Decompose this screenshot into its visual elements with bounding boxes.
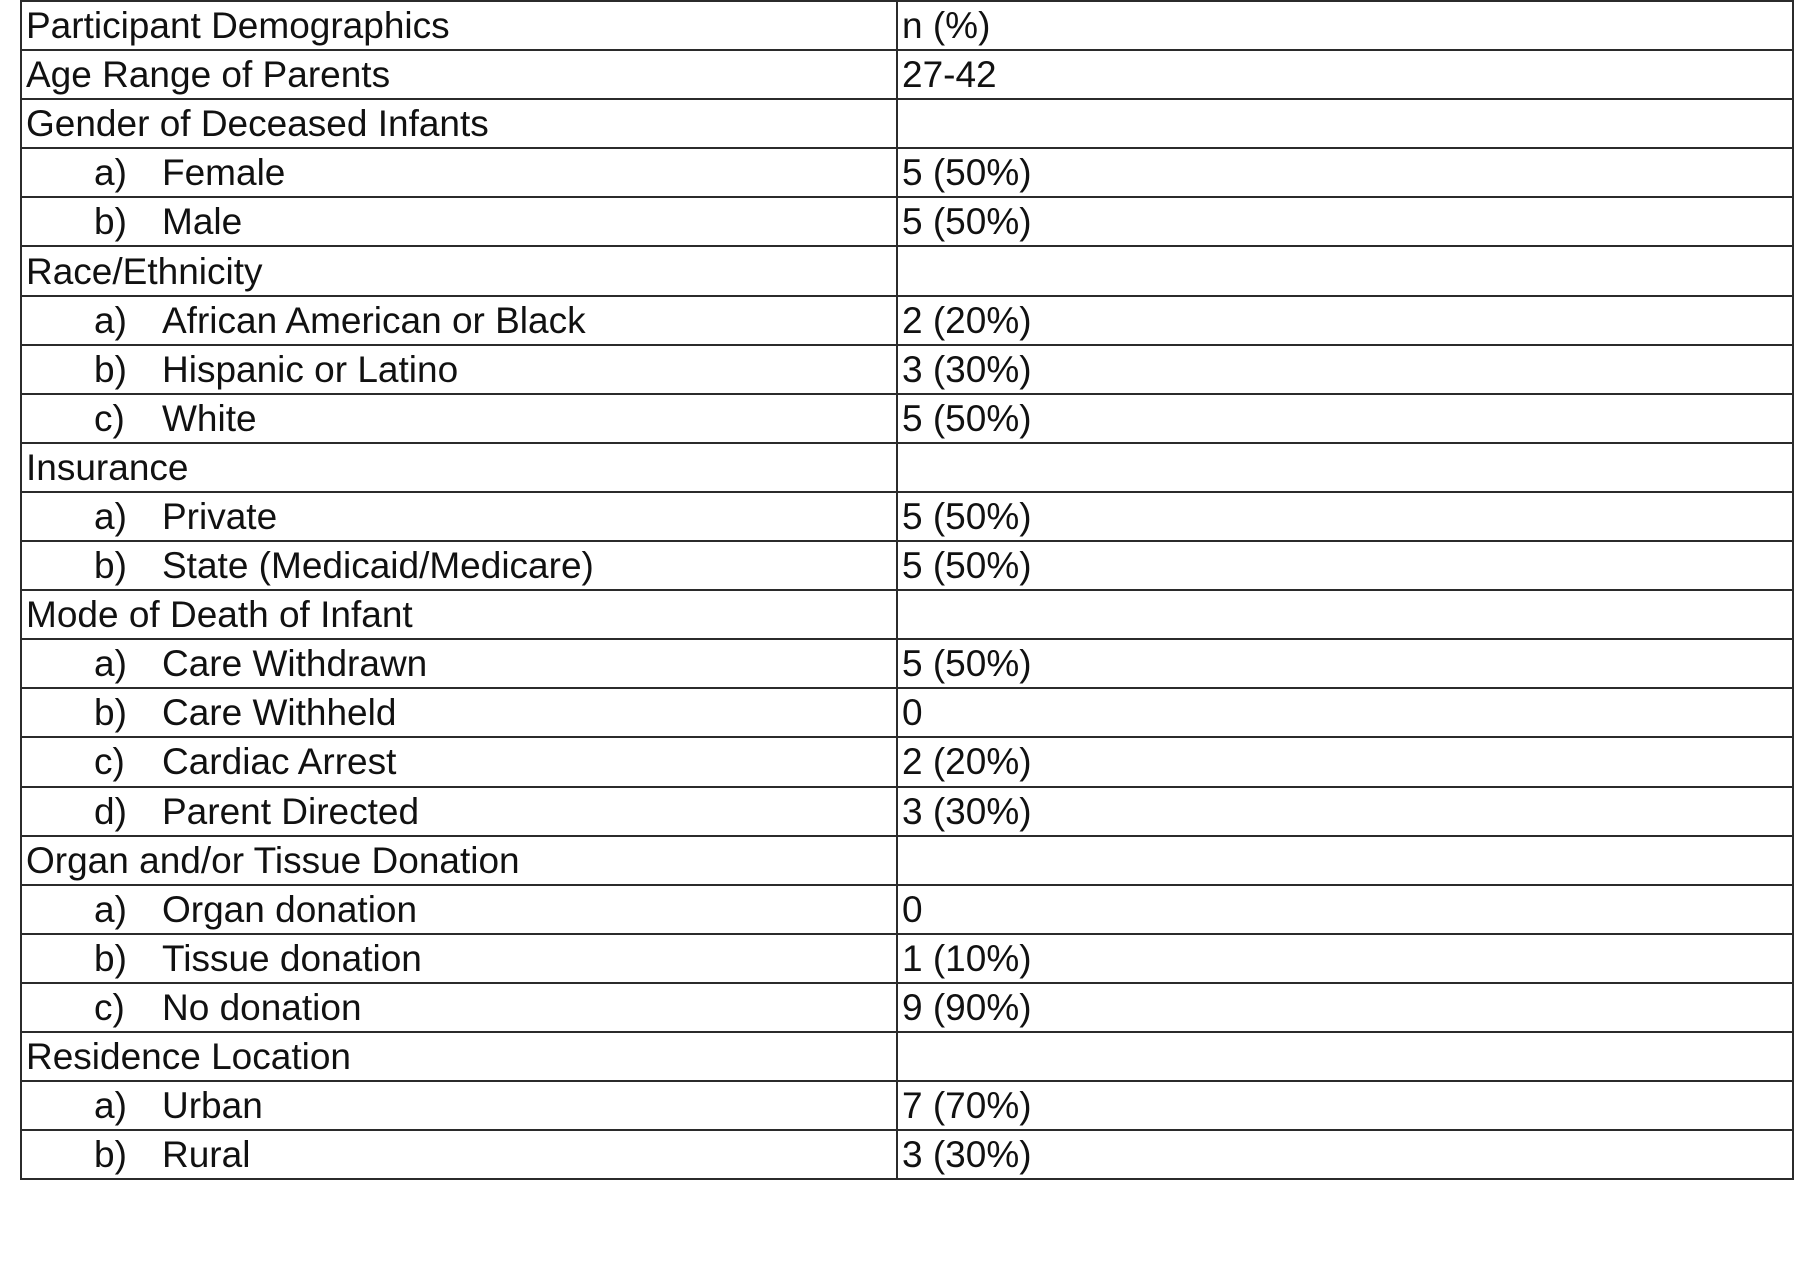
table-row [21,296,1793,345]
row-label-text: Organ donation [162,888,418,930]
row-value: 5 (50%) [897,197,1793,246]
row-label: Race/Ethnicity [21,246,897,295]
table-row [21,197,1793,246]
row-value: 5 (50%) [897,148,1793,197]
header-label: Participant Demographics [21,1,897,50]
table-row [21,885,1793,934]
table-row [21,345,1793,394]
table-row [21,590,1793,639]
table-row [21,443,1793,492]
row-label-text: State (Medicaid/Medicare) [162,545,594,587]
table-header-row [21,1,1793,50]
row-value [897,1032,1793,1081]
row-label [21,983,897,1032]
row-label [21,148,897,197]
row-label [21,737,897,786]
row-label: Age Range of Parents [21,50,897,99]
table-row [21,1032,1793,1081]
row-label-text: Urban [162,1085,263,1127]
row-label: Insurance [21,443,897,492]
row-value: 2 (20%) [897,737,1793,786]
row-marker: a) [94,888,127,930]
row-label [21,1081,897,1130]
row-value: 3 (30%) [897,345,1793,394]
table-row [21,394,1793,443]
row-label: Residence Location [21,1032,897,1081]
table-row [21,787,1793,836]
table-row [21,983,1793,1032]
row-label-text: Parent Directed [162,790,420,832]
row-value [897,443,1793,492]
row-value: 3 (30%) [897,1130,1793,1179]
row-value: 5 (50%) [897,492,1793,541]
table-row [21,737,1793,786]
row-value [897,246,1793,295]
row-label-text: Hispanic or Latino [162,348,459,390]
row-label-text: Cardiac Arrest [162,741,397,783]
row-marker: d) [94,790,127,832]
row-label [21,688,897,737]
table-row [21,50,1793,99]
row-label-text: Private [162,495,278,537]
table-row [21,99,1793,148]
row-label [21,541,897,590]
table-row [21,246,1793,295]
row-label [21,639,897,688]
row-label: Gender of Deceased Infants [21,99,897,148]
row-marker: a) [94,495,127,537]
table-row [21,541,1793,590]
row-label-text: Tissue donation [162,937,422,979]
row-label-text: African American or Black [162,299,586,341]
row-value [897,836,1793,885]
row-label-text: Care Withheld [162,692,397,734]
row-marker: c) [94,741,125,783]
row-label: Organ and/or Tissue Donation [21,836,897,885]
table-row [21,934,1793,983]
table-row [21,1081,1793,1130]
row-marker: a) [94,1085,127,1127]
table-row [21,836,1793,885]
table-row [21,492,1793,541]
row-value: 0 [897,688,1793,737]
table-row [21,1130,1793,1179]
row-value: 9 (90%) [897,983,1793,1032]
row-label [21,394,897,443]
row-label-text: Male [162,201,243,243]
table-row [21,688,1793,737]
row-value: 5 (50%) [897,639,1793,688]
row-label-text: Female [162,152,286,194]
row-label-text: White [162,397,257,439]
row-label [21,492,897,541]
row-marker: b) [94,201,127,243]
row-label [21,787,897,836]
row-marker: a) [94,152,127,194]
row-value: 7 (70%) [897,1081,1793,1130]
row-marker: b) [94,692,127,734]
row-label [21,296,897,345]
row-value [897,99,1793,148]
row-value: 0 [897,885,1793,934]
row-label [21,1130,897,1179]
row-value: 2 (20%) [897,296,1793,345]
table-row [21,639,1793,688]
row-label-text: No donation [162,986,362,1028]
row-value: 1 (10%) [897,934,1793,983]
row-marker: b) [94,937,127,979]
row-marker: a) [94,643,127,685]
row-marker: b) [94,545,127,587]
row-label [21,885,897,934]
row-value: 5 (50%) [897,541,1793,590]
row-marker: c) [94,986,125,1028]
row-label: Mode of Death of Infant [21,590,897,639]
row-marker: b) [94,1134,127,1176]
row-label-text: Rural [162,1134,251,1176]
row-marker: a) [94,299,127,341]
row-value: 27-42 [897,50,1793,99]
row-label [21,934,897,983]
row-label [21,197,897,246]
demographics-table [20,0,1794,1180]
row-value: 5 (50%) [897,394,1793,443]
row-label-text: Care Withdrawn [162,643,428,685]
row-value: 3 (30%) [897,787,1793,836]
table-row [21,148,1793,197]
row-value [897,590,1793,639]
row-label [21,345,897,394]
row-marker: c) [94,397,125,439]
row-marker: b) [94,348,127,390]
header-value: n (%) [897,1,1793,50]
